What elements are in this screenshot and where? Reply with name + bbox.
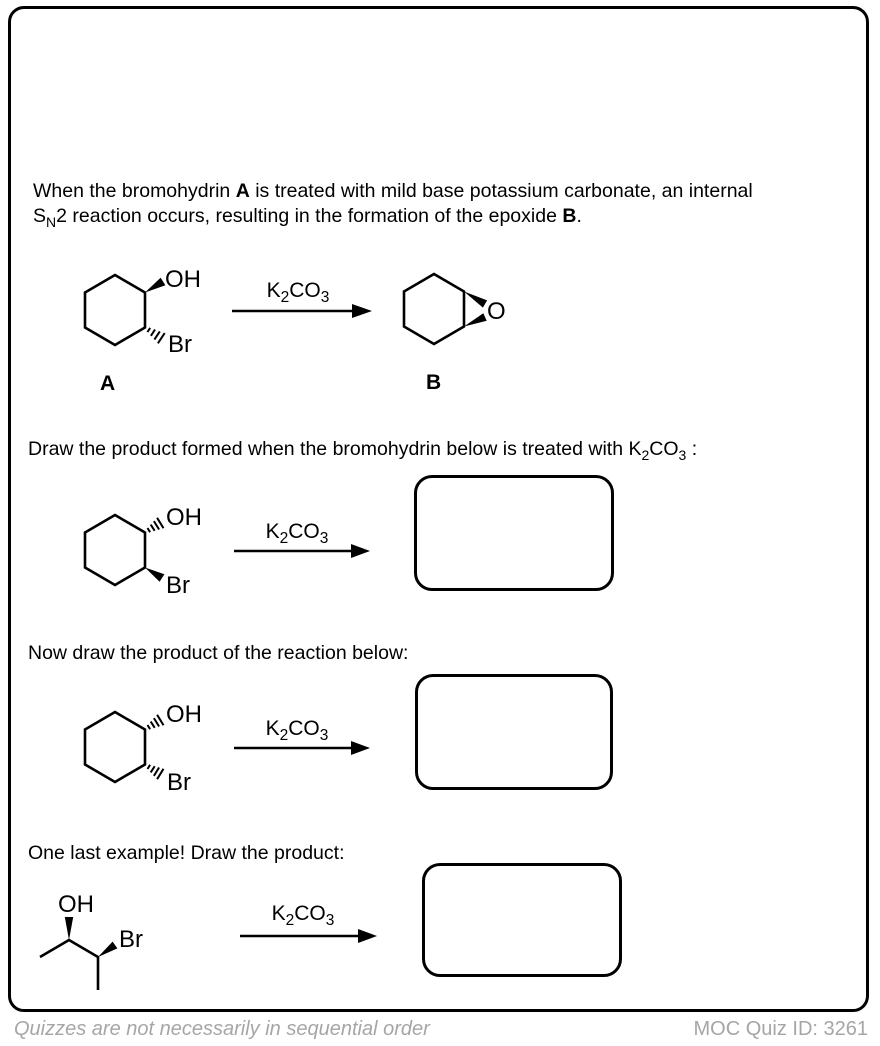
intro-text: [33, 179, 753, 229]
carbon-chain: [40, 940, 98, 990]
bold-wedge-oh: [65, 917, 73, 940]
molecule-bromohydrin-q3: [40, 891, 143, 990]
footer-note: Quizzes are not necessarily in sequential order: [14, 1018, 430, 1040]
br-label: Br: [119, 926, 143, 953]
oh-label: OH: [58, 891, 94, 918]
bold-wedge-oh: [145, 278, 165, 293]
cyclohexane-ring: [85, 515, 145, 585]
bold-wedge-epoxide-bottom: [464, 313, 487, 326]
bold-wedge-epoxide-top: [464, 292, 487, 308]
br-label: Br: [166, 572, 190, 599]
intro-line2: $S_N2$ reaction occurs, resulting in the formation of the epoxide B.: [33, 205, 582, 230]
compound-a-ref: A: [235, 180, 250, 202]
answer-box-1[interactable]: [414, 475, 614, 591]
arrow-head: [351, 544, 370, 558]
br-label: Br: [167, 769, 191, 796]
reaction-arrow-intro: [232, 279, 372, 318]
epoxide-o-label: O: [487, 298, 506, 325]
molecule-epoxide-b: [404, 274, 506, 394]
molecule-bromohydrin-q1: [85, 504, 202, 599]
reaction-arrow-q3: [240, 902, 377, 943]
reagent-k2co3: $K_2CO_3$: [265, 520, 329, 547]
br-label: Br: [168, 331, 192, 358]
arrow-head: [351, 741, 370, 755]
molecule-bromohydrin-q2: [85, 701, 202, 796]
footer-quiz-id: MOC Quiz ID: 3261: [693, 1018, 868, 1040]
molecule-bromohydrin-a: [85, 266, 201, 395]
cyclohexane-ring: [404, 274, 464, 344]
question-2-text: Now draw the product of the reaction below:: [28, 642, 409, 664]
scheme-question-1: [50, 470, 390, 605]
reagent-k2co3: $K_2CO_3$: [265, 717, 329, 744]
question-1-text: Draw the product formed when the bromohydrin below is treated with $K_2CO_3$ :: [28, 438, 698, 463]
hashed-wedge-oh: [148, 715, 164, 729]
scheme-intro: [50, 250, 520, 395]
cyclohexane-ring: [85, 275, 145, 345]
bold-wedge-br: [145, 568, 164, 582]
scheme-question-2: [50, 668, 390, 803]
answer-box-3[interactable]: [422, 863, 622, 977]
oh-label: OH: [166, 504, 202, 531]
reagent-k2co3: $K_2CO_3$: [271, 902, 335, 929]
hashed-wedge-br: [148, 765, 164, 779]
bold-wedge-br: [98, 942, 117, 957]
answer-box-2[interactable]: [415, 674, 613, 790]
reagent-k2co3: $K_2CO_3$: [266, 279, 330, 306]
cyclohexane-ring: [85, 712, 145, 782]
oh-label: OH: [166, 701, 202, 728]
compound-b-label: B: [426, 371, 442, 394]
compound-a-label: A: [100, 372, 116, 395]
arrow-head: [352, 304, 372, 318]
sn2-subscript: N: [46, 213, 57, 230]
arrow-head: [358, 929, 377, 943]
reaction-arrow-q2: [234, 717, 370, 755]
compound-b-ref: B: [562, 205, 577, 227]
hashed-wedge-oh: [148, 518, 164, 532]
hashed-wedge-br: [147, 328, 164, 343]
question-3-text: One last example! Draw the product:: [28, 842, 345, 864]
scheme-question-3: [25, 888, 390, 1000]
oh-label: OH: [165, 266, 201, 293]
intro-line1: When the bromohydrin A is treated with mild base potassium carbonate, an internal: [33, 180, 753, 202]
reaction-arrow-q1: [234, 520, 370, 558]
